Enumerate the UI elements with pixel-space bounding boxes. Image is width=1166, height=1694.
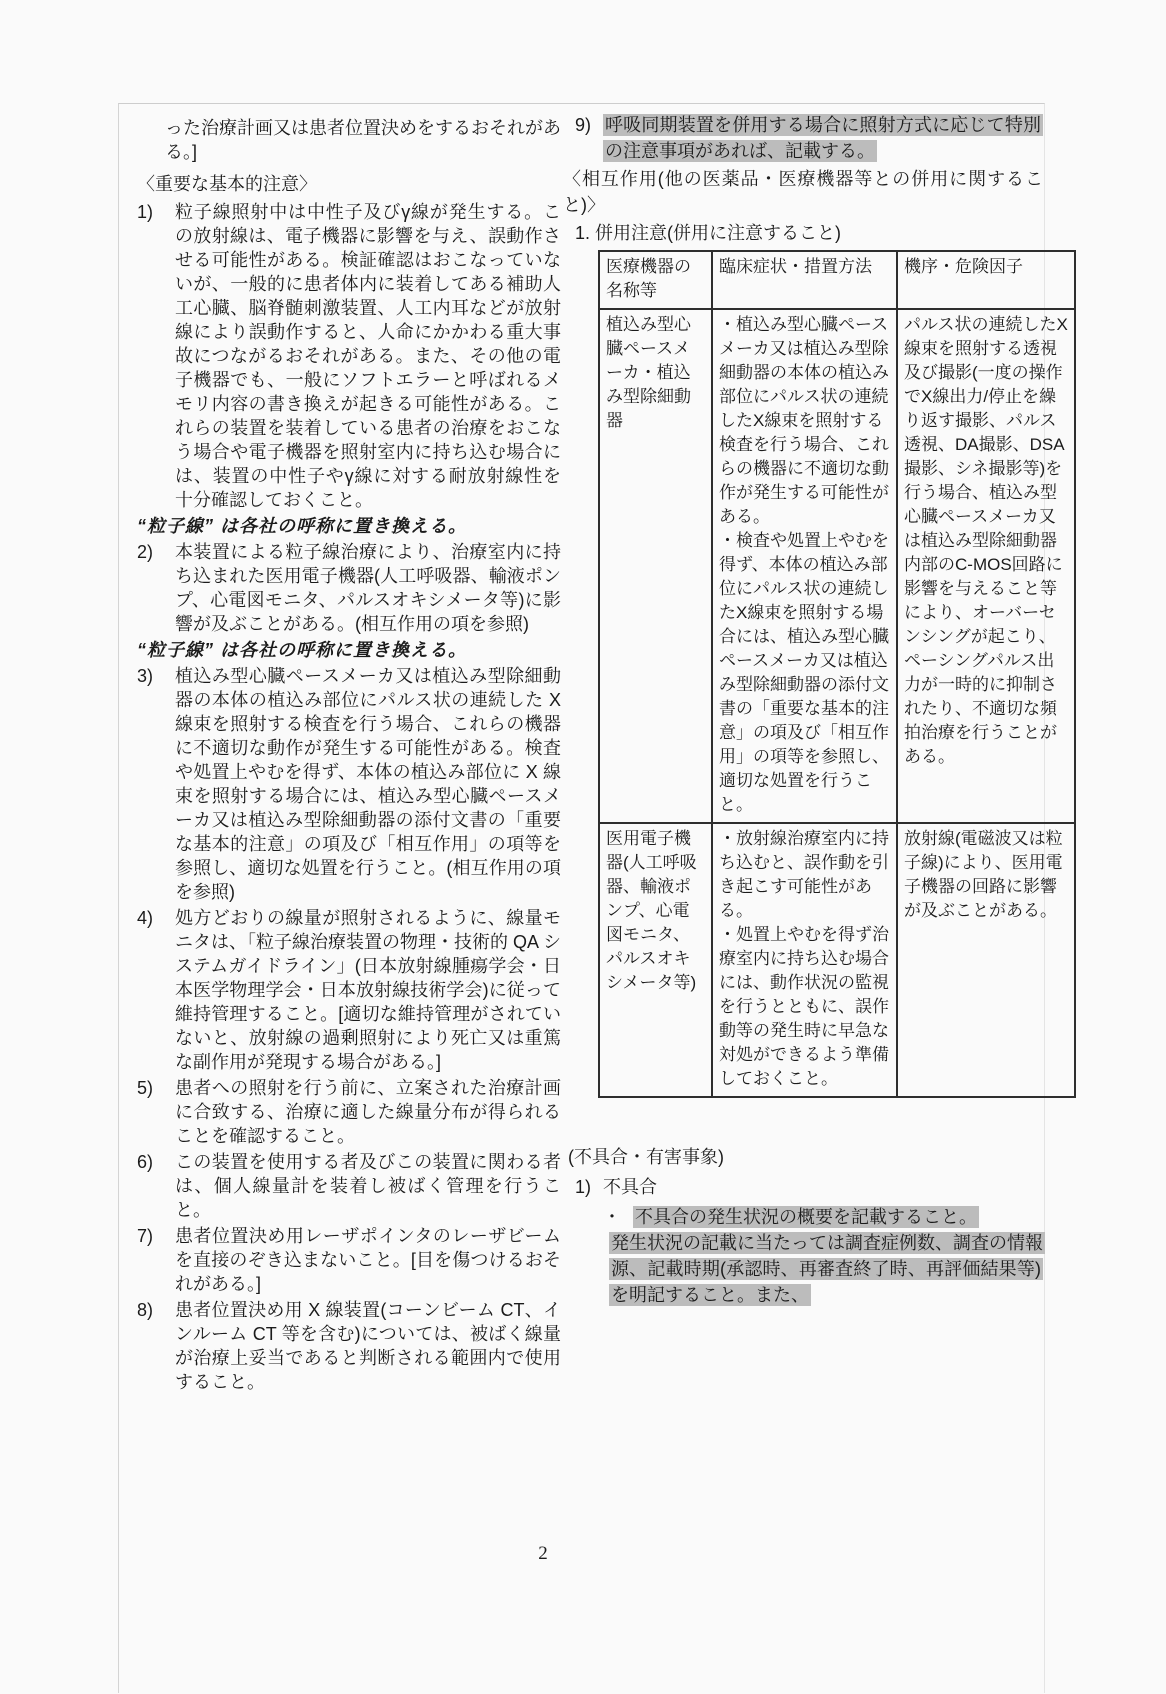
item-number: 1) bbox=[137, 202, 154, 222]
cell-mechanism: 放射線(電磁波又は粒子線)により、医用電子機器の回路に影響が及ぶことがある。 bbox=[897, 823, 1075, 1097]
item-number: 8) bbox=[137, 1300, 154, 1320]
highlight: 発生状況の記載に当たっては調査症例数、調査の情報源、記載時期(承認時、再審査終了時、再評価結果等)を明記すること。また、 bbox=[611, 1233, 1043, 1305]
bullet-text-highlighted bbox=[633, 1204, 979, 1230]
cell-symptoms bbox=[712, 309, 897, 823]
item-text: 患者への照射を行う前に、立案された治療計画に合致する、治療に適した線量分布が得られることを確認すること。 bbox=[175, 1078, 561, 1146]
defect-bullet-line bbox=[563, 1204, 1043, 1230]
item-number: 1) bbox=[575, 1177, 592, 1197]
bullet-dot: ・ bbox=[603, 1207, 621, 1227]
section-heading-interactions: 〈相互作用(他の医薬品・医療機器等との併用に関すること)〉 bbox=[563, 169, 1043, 215]
symptom-bullet: ・植込み型心臓ペースメーカ又は植込み型除細動器の本体の植込み部位にパルス状の連続したX線束を照射する検査を行う場合、これらの機器に不適切な動作が発生する可能性がある。 bbox=[719, 315, 889, 526]
item-number: 6) bbox=[137, 1152, 154, 1172]
cell-device: 医用電子機器(人工呼吸器、輸液ポンプ、心電図モニタ、パルスオキシメータ等) bbox=[599, 823, 712, 1097]
item-label: 不具合 bbox=[603, 1177, 657, 1197]
item-text: この装置を使用する者及びこの装置に関わる者は、個人線量計を装着し被ばく管理を行うこと。 bbox=[175, 1152, 561, 1220]
replacement-note: “粒子線” は各社の呼称に置き換える。 bbox=[137, 640, 467, 660]
right-column bbox=[563, 112, 1068, 1308]
table-row bbox=[599, 309, 1075, 823]
section-heading-basic-precautions: 〈重要な基本的注意〉 bbox=[137, 174, 317, 194]
item-number: 7) bbox=[137, 1226, 154, 1246]
item-text-highlighted bbox=[603, 112, 1043, 164]
item-text: 本装置による粒子線治療により、治療室内に持ち込まれた医用電子機器(人工呼吸器、輸液ポンプ、心電図モニタ、パルスオキシメータ等)に影響が及ぶことがある。(相互作用の項を参照) bbox=[175, 542, 561, 634]
list-item-1 bbox=[137, 200, 561, 512]
symptom-bullet: ・検査や処置上やむを得ず、本体の植込み部位にパルス状の連続したX線束を照射する場合には、植込み型心臓ペースメーカ又は植込み型除細動器の添付文書の「重要な基本的注意」の項及び「相互作用」の項等を参照し、適切な処置を行うこと。 bbox=[719, 531, 889, 814]
section-heading-defects: (不具合・有害事象) bbox=[568, 1147, 724, 1167]
cell-mechanism: パルス状の連続したX線束を照射する透視及び撮影(一度の操作でX線出力/停止を繰り返す撮影、パルス透視、DA撮影、DSA撮影、シネ撮影等)を行う場合、植込み型心臓ペースメーカ又は植込み型除細動器内部のC-MOS回路に影響を与えること等により、オーバーセンシングが起こり、ペーシングパルス出力が一時的に抑制されたり、不適切な頻拍治療を行うことがある。 bbox=[897, 309, 1075, 823]
list-item-8 bbox=[137, 1298, 561, 1394]
continuation-paragraph: った治療計画又は患者位置決めをするおそれがある。] bbox=[165, 118, 561, 162]
item-text: 処方どおりの線量が照射されるように、線量モニタは、「粒子線治療装置の物理・技術的 QA システムガイドライン」(日本放射線腫瘍学会・日本医学物理学会・日本放射線技術学会)に従って維持管理すること。[適切な維持管理がされていないと、放射線の過剰照射により死亡又は重篤な副作用が発現する場合がある。] bbox=[175, 908, 562, 1072]
page-number: 2 bbox=[538, 1543, 548, 1564]
list-item-5 bbox=[137, 1076, 561, 1148]
subheading-concomitant-caution: 1. 併用注意(併用に注意すること) bbox=[575, 223, 841, 243]
item-text: 粒子線照射中は中性子及びγ線が発生する。この放射線は、電子機器に影響を与え、誤動作させる可能性がある。検証確認はおこなっていないが、一般的に患者体内に装着してある補助人工心臓、脳脊髄刺激装置、人工内耳などが放射線により誤動作すると、人命にかかわる重大事故につながるおそれがある。また、その他の電子機器でも、一般にソフトエラーと呼ばれるメモリ内容の書き換えが起きる可能性がある。これらの装置を装着している患者の治療をおこなう場合や電子機器を照射室内に持ち込む場合には、装置の中性子やγ線に対する耐放射線性を十分確認しておくこと。 bbox=[175, 202, 561, 510]
table-row bbox=[599, 823, 1075, 1097]
table-header-row bbox=[599, 251, 1075, 309]
defect-item-1 bbox=[563, 1174, 1043, 1200]
list-item-9 bbox=[563, 112, 1043, 164]
item-number: 5) bbox=[137, 1078, 154, 1098]
list-item-2 bbox=[137, 540, 561, 636]
cell-device: 植込み型心臓ペースメーカ・植込み型除細動器 bbox=[599, 309, 712, 823]
replacement-note: “粒子線” は各社の呼称に置き換える。 bbox=[137, 516, 467, 536]
item-number: 4) bbox=[137, 908, 154, 928]
list-item-3 bbox=[137, 664, 561, 904]
item-text: 患者位置決め用レーザポインタのレーザビームを直接のぞき込まないこと。[目を傷つけるおそれがある。] bbox=[175, 1226, 561, 1294]
symptom-bullet: ・放射線治療室内に持ち込むと、誤作動を引き起こす可能性がある。 bbox=[719, 829, 889, 920]
item-number: 9) bbox=[575, 115, 592, 135]
list-item-7 bbox=[137, 1224, 561, 1296]
item-number: 3) bbox=[137, 666, 154, 686]
cell-symptoms bbox=[712, 823, 897, 1097]
header-clinical-symptoms: 臨床症状・措置方法 bbox=[712, 251, 897, 309]
list-item-6 bbox=[137, 1150, 561, 1222]
item-text: 植込み型心臓ペースメーカ又は植込み型除細動器の本体の植込み部位にパルス状の連続した X 線束を照射する検査を行う場合、これらの機器に不適切な動作が発生する可能性がある。検査や処置上やむを得ず、本体の植込み部位に X 線束を照射する場合には、植込み型心臓ペースメーカ又は植込み型除細動器の添付文書の「重要な基本的注意」の項及び「相互作用」の項等を参照し、適切な処置を行うこと。(相互作用の項を参照) bbox=[175, 666, 561, 902]
header-device-name: 医療機器の名称等 bbox=[599, 251, 712, 309]
item-text: 患者位置決め用 X 線装置(コーンビーム CT、インルーム CT 等を含む)については、被ばく線量が治療上妥当であると判断される範囲内で使用すること。 bbox=[175, 1300, 561, 1392]
list-item-4 bbox=[137, 906, 561, 1074]
defect-note-highlighted bbox=[563, 1230, 1043, 1308]
header-mechanism-risk: 機序・危険因子 bbox=[897, 251, 1075, 309]
interaction-table bbox=[598, 250, 1076, 1098]
item-number: 2) bbox=[137, 542, 154, 562]
symptom-bullet: ・処置上やむを得ず治療室内に持ち込む場合には、動作状況の監視を行うとともに、誤作動等の発生時に早急な対処ができるよう準備しておくこと。 bbox=[719, 925, 889, 1088]
defect-section bbox=[563, 1144, 1043, 1308]
left-column bbox=[137, 116, 561, 1396]
highlight: 不具合の発生状況の概要を記載すること。 bbox=[635, 1207, 977, 1227]
highlight: 呼吸同期装置を併用する場合に照射方式に応じて特別の注意事項があれば、記載する。 bbox=[605, 115, 1041, 161]
